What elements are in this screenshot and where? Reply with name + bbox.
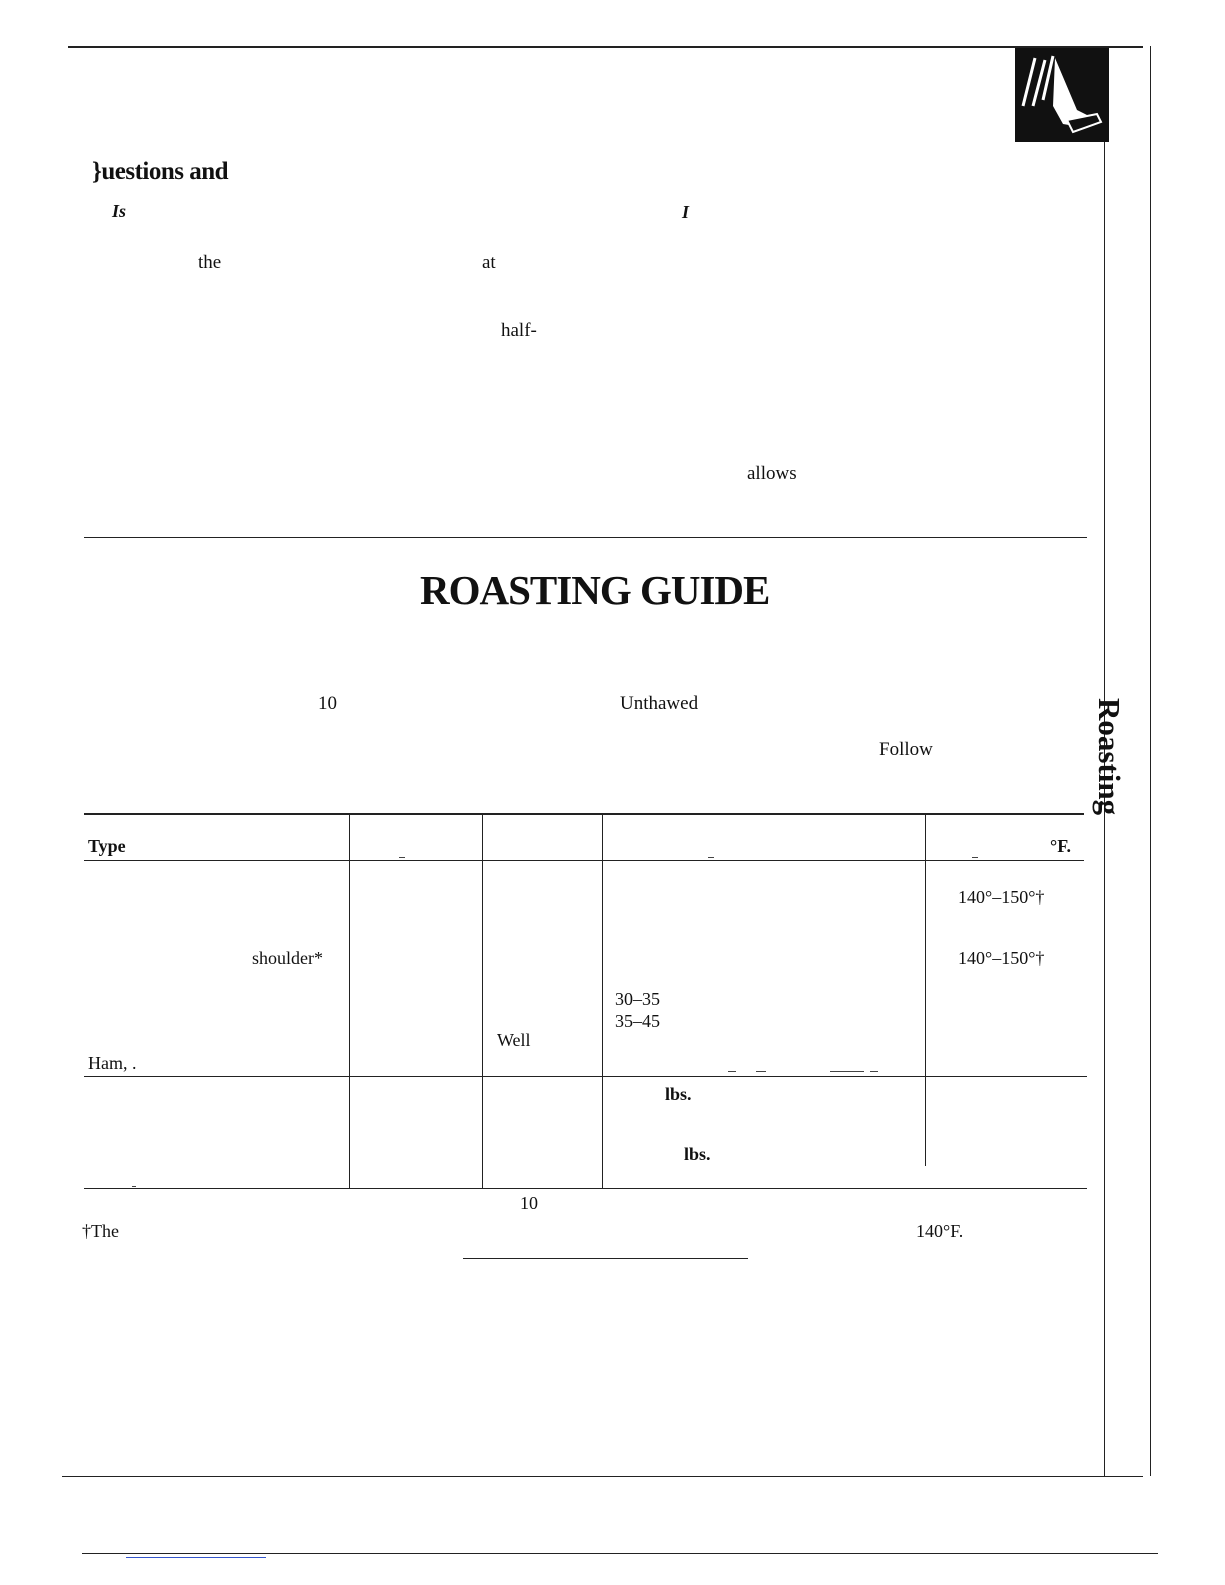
section-heading: }uestions and bbox=[92, 158, 229, 185]
table-col-4 bbox=[925, 814, 926, 1166]
intro-fragment-ten: 10 bbox=[318, 693, 337, 714]
cell-ham: Ham, . bbox=[88, 1053, 137, 1073]
footnote-the: †The bbox=[82, 1221, 119, 1241]
footnote-ten: 10 bbox=[520, 1193, 538, 1213]
intro-fragment-unthawed: Unthawed bbox=[620, 693, 699, 714]
right-border-outer bbox=[1150, 46, 1151, 1476]
header-dash bbox=[708, 857, 714, 858]
intro-fragment-follow: Follow bbox=[879, 739, 933, 760]
table-col-1 bbox=[349, 814, 350, 1188]
cell-time-1: 30–35 bbox=[615, 989, 660, 1009]
answer-fragment-allows: allows bbox=[747, 463, 797, 484]
cell-well: Well bbox=[497, 1030, 531, 1050]
cell-temp-2: 140°–150°† bbox=[958, 948, 1045, 968]
bottom-rule bbox=[62, 1476, 1143, 1477]
header-temperature: °F. bbox=[1050, 836, 1072, 856]
section-divider bbox=[84, 537, 1087, 538]
answer-fragment-the: the bbox=[198, 252, 222, 273]
table-col-2 bbox=[482, 814, 483, 1188]
header-type: Type bbox=[88, 836, 126, 856]
cell-time-2: 35–45 bbox=[615, 1011, 660, 1031]
hand-pressing-pad-icon bbox=[1015, 48, 1109, 142]
table-meat-rule bbox=[84, 1076, 1087, 1077]
row-dash bbox=[830, 1071, 864, 1072]
answer-fragment-half: half- bbox=[501, 320, 537, 341]
cell-temp-1: 140°–150°† bbox=[958, 887, 1045, 907]
header-dash bbox=[972, 857, 978, 858]
table-top-rule bbox=[84, 813, 1084, 815]
cell-lbs-2: lbs. bbox=[684, 1144, 711, 1164]
footnote-temp: 140°F. bbox=[916, 1221, 964, 1241]
row-dash bbox=[870, 1071, 878, 1072]
footer-dash bbox=[132, 1186, 136, 1187]
page-bottom-rule bbox=[82, 1553, 1158, 1554]
table-header-rule bbox=[84, 860, 1084, 861]
cell-shoulder: shoulder* bbox=[252, 948, 323, 968]
footnote-rule bbox=[463, 1258, 748, 1259]
answer-fragment-at: at bbox=[482, 252, 496, 273]
table-bottom-rule bbox=[84, 1188, 1087, 1189]
row-dash bbox=[728, 1071, 736, 1072]
header-dash bbox=[399, 857, 405, 858]
top-rule bbox=[68, 46, 1143, 48]
cell-lbs-1: lbs. bbox=[665, 1084, 692, 1104]
side-tab-label: Roasting bbox=[1092, 698, 1127, 816]
row-dash bbox=[756, 1071, 766, 1072]
question-fragment-is: Is bbox=[112, 201, 127, 221]
question-fragment-i: I bbox=[682, 202, 690, 222]
link-underline bbox=[126, 1557, 266, 1558]
guide-title: ROASTING GUIDE bbox=[420, 567, 770, 613]
table-col-3 bbox=[602, 814, 603, 1188]
